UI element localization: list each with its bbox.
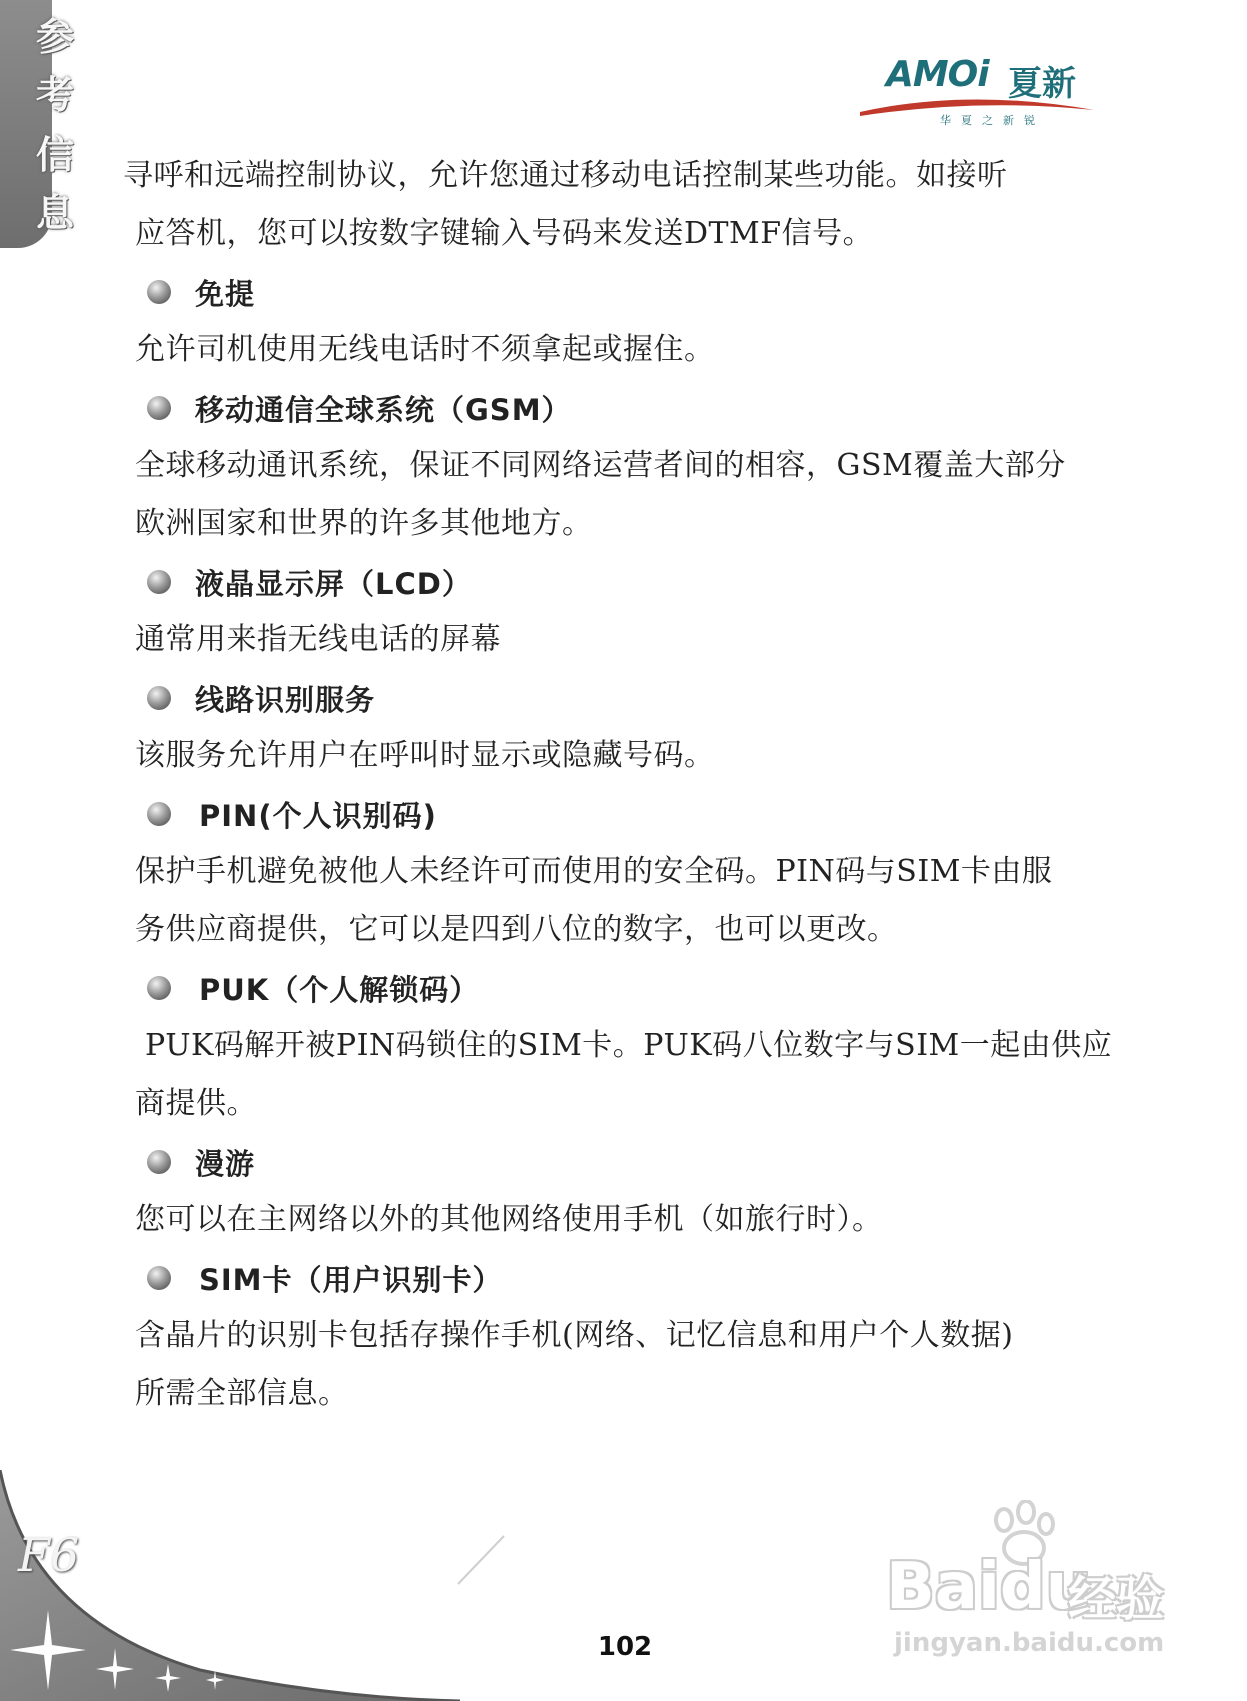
- term-description: 全球移动通讯系统，保证不同网络运营者间的相容，GSM覆盖大部分: [135, 448, 1066, 483]
- term-title: SIM卡（用户识别卡）: [199, 1262, 503, 1297]
- term-title: 免提: [195, 276, 256, 311]
- glossary-term: [135, 553, 1115, 611]
- term-description: 您可以在主网络以外的其他网络使用手机（如旅行时）。: [135, 1202, 883, 1237]
- intro-line: 寻呼和远端控制协议，允许您通过移动电话控制某些功能。如接听: [123, 158, 1008, 193]
- term-description: 该服务允许用户在呼叫时显示或隐藏号码。: [135, 738, 715, 773]
- side-tab: [0, 0, 74, 248]
- term-description: 允许司机使用无线电话时不须拿起或握住。: [135, 332, 715, 367]
- term-description: 保护手机避免被他人未经许可而使用的安全码。PIN码与SIM卡由服: [135, 854, 1053, 889]
- bullet-icon: [147, 1150, 171, 1174]
- logo-brand-cn: 夏新: [1008, 64, 1076, 104]
- glossary-term: [135, 263, 1115, 321]
- baidu-jingyan-watermark: [872, 1500, 1192, 1660]
- slash-decoration: [450, 1530, 510, 1590]
- term-title: PUK（个人解锁码）: [199, 972, 480, 1007]
- term-description: PUK码解开被PIN码锁住的SIM卡。PUK码八位数字与SIM一起由供应: [135, 1028, 1113, 1063]
- term-title: PIN(个人识别码): [199, 798, 437, 833]
- intro-line: 应答机，您可以按数字键输入号码来发送DTMF信号。: [135, 216, 874, 251]
- bullet-icon: [147, 396, 171, 420]
- term-description: 通常用来指无线电话的屏幕: [135, 622, 501, 657]
- term-description: 所需全部信息。: [135, 1376, 349, 1411]
- term-title: 移动通信全球系统（GSM）: [195, 392, 572, 427]
- bullet-icon: [147, 1266, 171, 1290]
- term-description: 商提供。: [135, 1086, 257, 1121]
- logo-slogan: 华夏之新锐: [940, 114, 1045, 127]
- term-title: 漫游: [195, 1146, 256, 1181]
- bullet-icon: [147, 976, 171, 1000]
- logo-brand: AMOi: [886, 54, 989, 95]
- bullet-icon: [147, 802, 171, 826]
- glossary-term: [135, 379, 1115, 437]
- bullet-icon: [147, 686, 171, 710]
- page-number: 102: [597, 1632, 653, 1662]
- term-title: 液晶显示屏（LCD）: [195, 566, 472, 601]
- term-description: 务供应商提供，它可以是四到八位的数字，也可以更改。: [135, 912, 898, 947]
- watermark-url: jingyan.baidu.com: [894, 1628, 1165, 1658]
- side-tab-char: 考: [35, 72, 74, 117]
- glossary-term: [135, 1133, 1115, 1191]
- term-title: 线路识别服务: [195, 682, 376, 717]
- glossary-term: [135, 669, 1115, 727]
- glossary-term: [135, 959, 1115, 1017]
- corner-decoration: [0, 1470, 520, 1701]
- model-mark: F6: [18, 1528, 80, 1582]
- side-tab-char: 息: [35, 190, 74, 235]
- side-tab-char: 信: [35, 132, 74, 177]
- bullet-icon: [147, 570, 171, 594]
- glossary-content: [123, 147, 1115, 1423]
- term-description: 欧洲国家和世界的许多其他地方。: [135, 506, 593, 541]
- bullet-icon: [147, 280, 171, 304]
- glossary-term: [135, 785, 1115, 843]
- watermark-cn: 经验: [1068, 1571, 1165, 1627]
- watermark-brand: Baidu: [886, 1550, 1092, 1624]
- glossary-term: [135, 1249, 1115, 1307]
- amoi-logo: [858, 50, 1098, 130]
- term-description: 含晶片的识别卡包括存操作手机(网络、记忆信息和用户个人数据): [135, 1318, 1014, 1353]
- side-tab-char: 参: [35, 14, 74, 59]
